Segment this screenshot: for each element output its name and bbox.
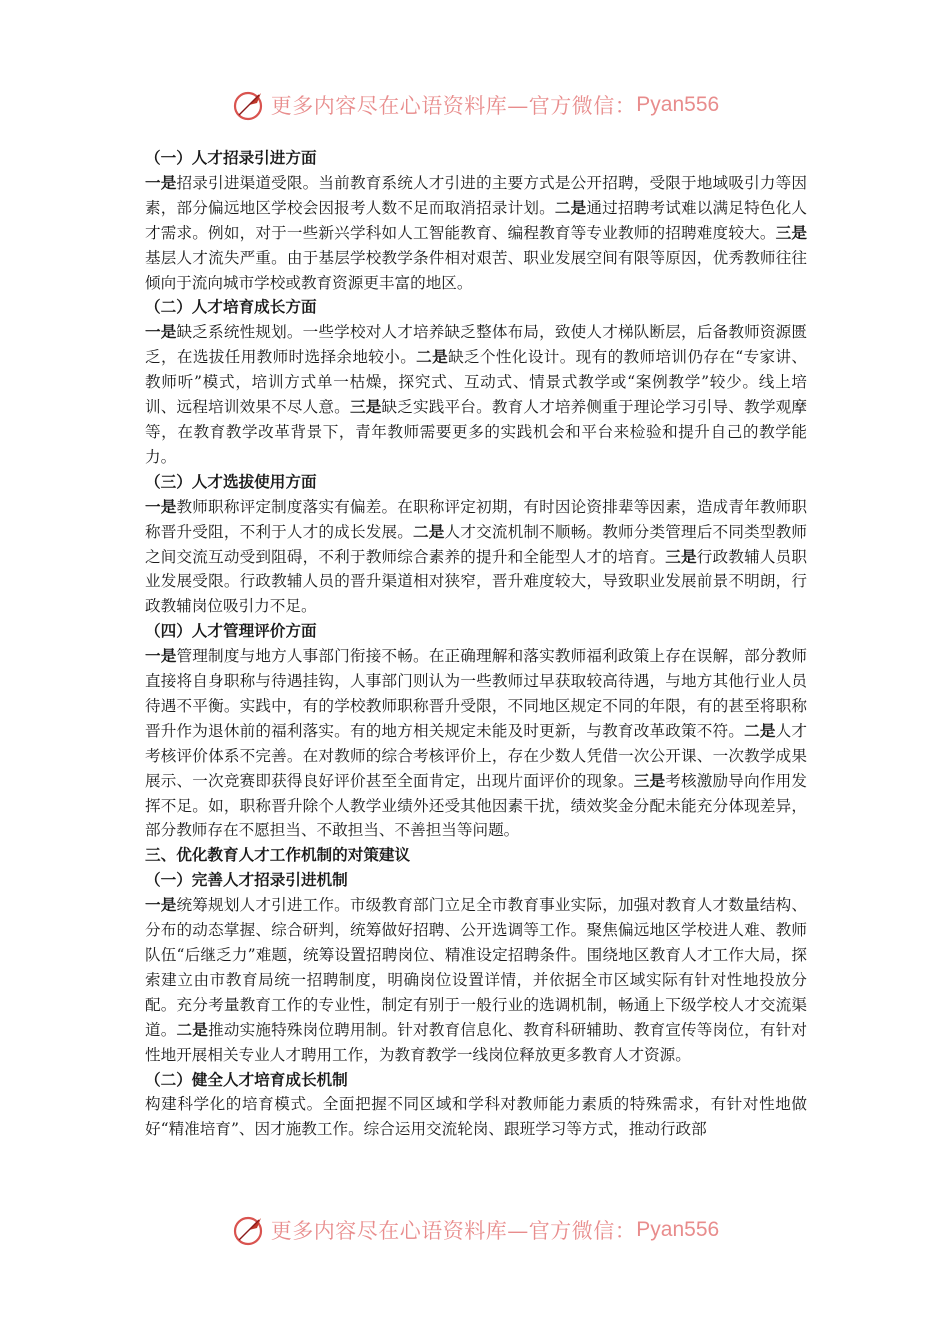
ordinal-label: 一是 bbox=[145, 323, 177, 342]
ordinal-label: 一是 bbox=[145, 647, 177, 666]
document-body bbox=[145, 146, 807, 1142]
paragraph-text: 缺乏个性化设计。现有的教师培训仍存在“专家讲、教师听”模式，培训方式单一枯燥，探究式、互动式、情景式教学或“案例教学”较少。线上培训、远程培训效果不尽人意。 bbox=[145, 348, 807, 417]
paragraph bbox=[145, 1092, 807, 1142]
section-heading: （三）人才选拔使用方面 bbox=[145, 472, 317, 491]
paragraph-text: 构建科学化的培育模式。全面把握不同区域和学科对教师能力素质的特殊需求，有针对性地做好“精准培育”、因才施教工作。综合运用交流轮岗、跟班学习等方式，推动行政部 bbox=[145, 1095, 807, 1139]
ordinal-label: 二是 bbox=[744, 721, 776, 740]
ordinal-label: 二是 bbox=[176, 1020, 209, 1039]
paragraph-text: 缺乏实践平台。教育人才培养侧重于理论学习引导、教学观摩等，在教育教学改革背景下，青年教师需要更多的实践机会和平台来检验和提升自己的教学能力。 bbox=[145, 398, 807, 466]
banner-wechat-id: Pyan556 bbox=[636, 93, 720, 116]
paragraph bbox=[145, 320, 807, 469]
paragraph-text: 管理制度与地方人事部门衔接不畅。在正确理解和落实教师福利政策上存在误解，部分教师直接将自身职称与待遇挂钩，人事部门则认为一些教师过早获取较高待遇，与地方其他行业人员待遇不平衡。实践中，有的学校教师职称晋升受限，不同地区规定不同的年限，有的甚至将职称晋升作为退休前的福利落实。有的地方相关规定未能及时更新，与教育改革政策不符。 bbox=[145, 647, 807, 740]
paragraph-text: 通过招聘考试难以满足特色化人才需求。例如，对于一些新兴学科如人工智能教育、编程教育等专业教师的招聘难度较大。 bbox=[145, 198, 807, 242]
paragraph bbox=[145, 893, 807, 1067]
ordinal-label: 三是 bbox=[349, 398, 382, 417]
paragraph-text: 人才交流机制不顺畅。教师分类管理后不同类型教师之间交流互动受到阻碍，不利于教师综合素养的提升和全能型人才的培育。 bbox=[145, 522, 807, 566]
paragraph-text: 行政教辅人员职业发展受限。行政教辅人员的晋升渠道相对狭窄，晋升难度较大，导致职业发展前景不明朗，行政教辅岗位吸引力不足。 bbox=[145, 547, 807, 616]
paragraph bbox=[145, 495, 807, 620]
section-heading: （一）完善人才招录引进机制 bbox=[145, 871, 348, 890]
banner-text: 更多内容尽在心语资料库—官方微信： bbox=[270, 94, 637, 118]
paragraph-text: 考核激励导向作用发挥不足。如，职称晋升除个人教学业绩外还受其他因素干扰，绩效奖金分配未能充分体现差异，部分教师存在不愿担当、不敢担当、不善担当等问题。 bbox=[145, 771, 807, 840]
ordinal-label: 二是 bbox=[413, 522, 445, 541]
paragraph-text: 人才考核评价体系不完善。在对教师的综合考核评价上，存在少数人凭借一次公开课、一次教学成果展示、一次竞赛即获得良好评价甚至全面肯定，出现片面评价的现象。 bbox=[145, 721, 807, 790]
section-heading: （二）人才培育成长方面 bbox=[145, 298, 317, 317]
ordinal-label: 三是 bbox=[665, 547, 697, 566]
section-heading: （二）健全人才培育成长机制 bbox=[145, 1070, 348, 1089]
banner-text: 更多内容尽在心语资料库—官方微信： bbox=[270, 1219, 637, 1243]
banner-wechat-id: Pyan556 bbox=[636, 1218, 720, 1241]
ordinal-label: 三是 bbox=[775, 223, 807, 242]
ordinal-label: 二是 bbox=[416, 348, 449, 367]
header-watermark-banner bbox=[0, 80, 950, 130]
feather-pen-logo-icon bbox=[231, 1212, 267, 1248]
paragraph bbox=[145, 644, 807, 843]
ordinal-label: 二是 bbox=[554, 198, 587, 217]
feather-pen-logo-icon bbox=[231, 87, 267, 123]
paragraph-text: 招录引进渠道受限。当前教育系统人才引进的主要方式是公开招聘，受限于地域吸引力等因素，部分偏远地区学校会因报考人数不足而取消招录计划。 bbox=[145, 173, 807, 217]
ordinal-label: 三是 bbox=[633, 771, 666, 790]
paragraph-text: 统筹规划人才引进工作。市级教育部门立足全市教育事业实际，加强对教育人才数量结构、分布的动态掌握、综合研判，统筹做好招聘、公开选调等工作。聚焦偏远地区学校进人难、教师队伍“后继乏力”难题，统筹设置招聘岗位、精准设定招聘条件。围绕地区教育人才工作大局，探索建立由市教育局统一招聘制度，明确岗位设置详情，并依据全市区域实际有针对性地投放分配。充分考量教育工作的专业性，制定有别于一般行业的选调机制，畅通上下级学校人才交流渠道。 bbox=[145, 896, 807, 1039]
paragraph-text: 基层人才流失严重。由于基层学校教学条件相对艰苦、职业发展空间有限等原因，优秀教师往往倾向于流向城市学校或教育资源更丰富的地区。 bbox=[145, 248, 807, 292]
ordinal-label: 一是 bbox=[145, 497, 177, 516]
paragraph-text: 缺乏系统性规划。一些学校对人才培养缺乏整体布局，致使人才梯队断层，后备教师资源匮乏，在选拔任用教师时选择余地较小。 bbox=[145, 323, 807, 367]
ordinal-label: 一是 bbox=[145, 173, 177, 192]
footer-watermark-banner bbox=[0, 1205, 950, 1255]
ordinal-label: 一是 bbox=[145, 896, 177, 915]
section-heading: 三、优化教育人才工作机制的对策建议 bbox=[145, 846, 411, 865]
section-heading: （一）人才招录引进方面 bbox=[145, 149, 317, 167]
paragraph-text: 推动实施特殊岗位聘用制。针对教育信息化、教育科研辅助、教育宣传等岗位，有针对性地开展相关专业人才聘用工作，为教育教学一线岗位释放更多教育人才资源。 bbox=[145, 1020, 807, 1064]
paragraph-text: 教师职称评定制度落实有偏差。在职称评定初期，有时因论资排辈等因素，造成青年教师职称晋升受阻，不利于人才的成长发展。 bbox=[145, 497, 807, 541]
paragraph bbox=[145, 171, 807, 296]
section-heading: （四）人才管理评价方面 bbox=[145, 622, 317, 641]
